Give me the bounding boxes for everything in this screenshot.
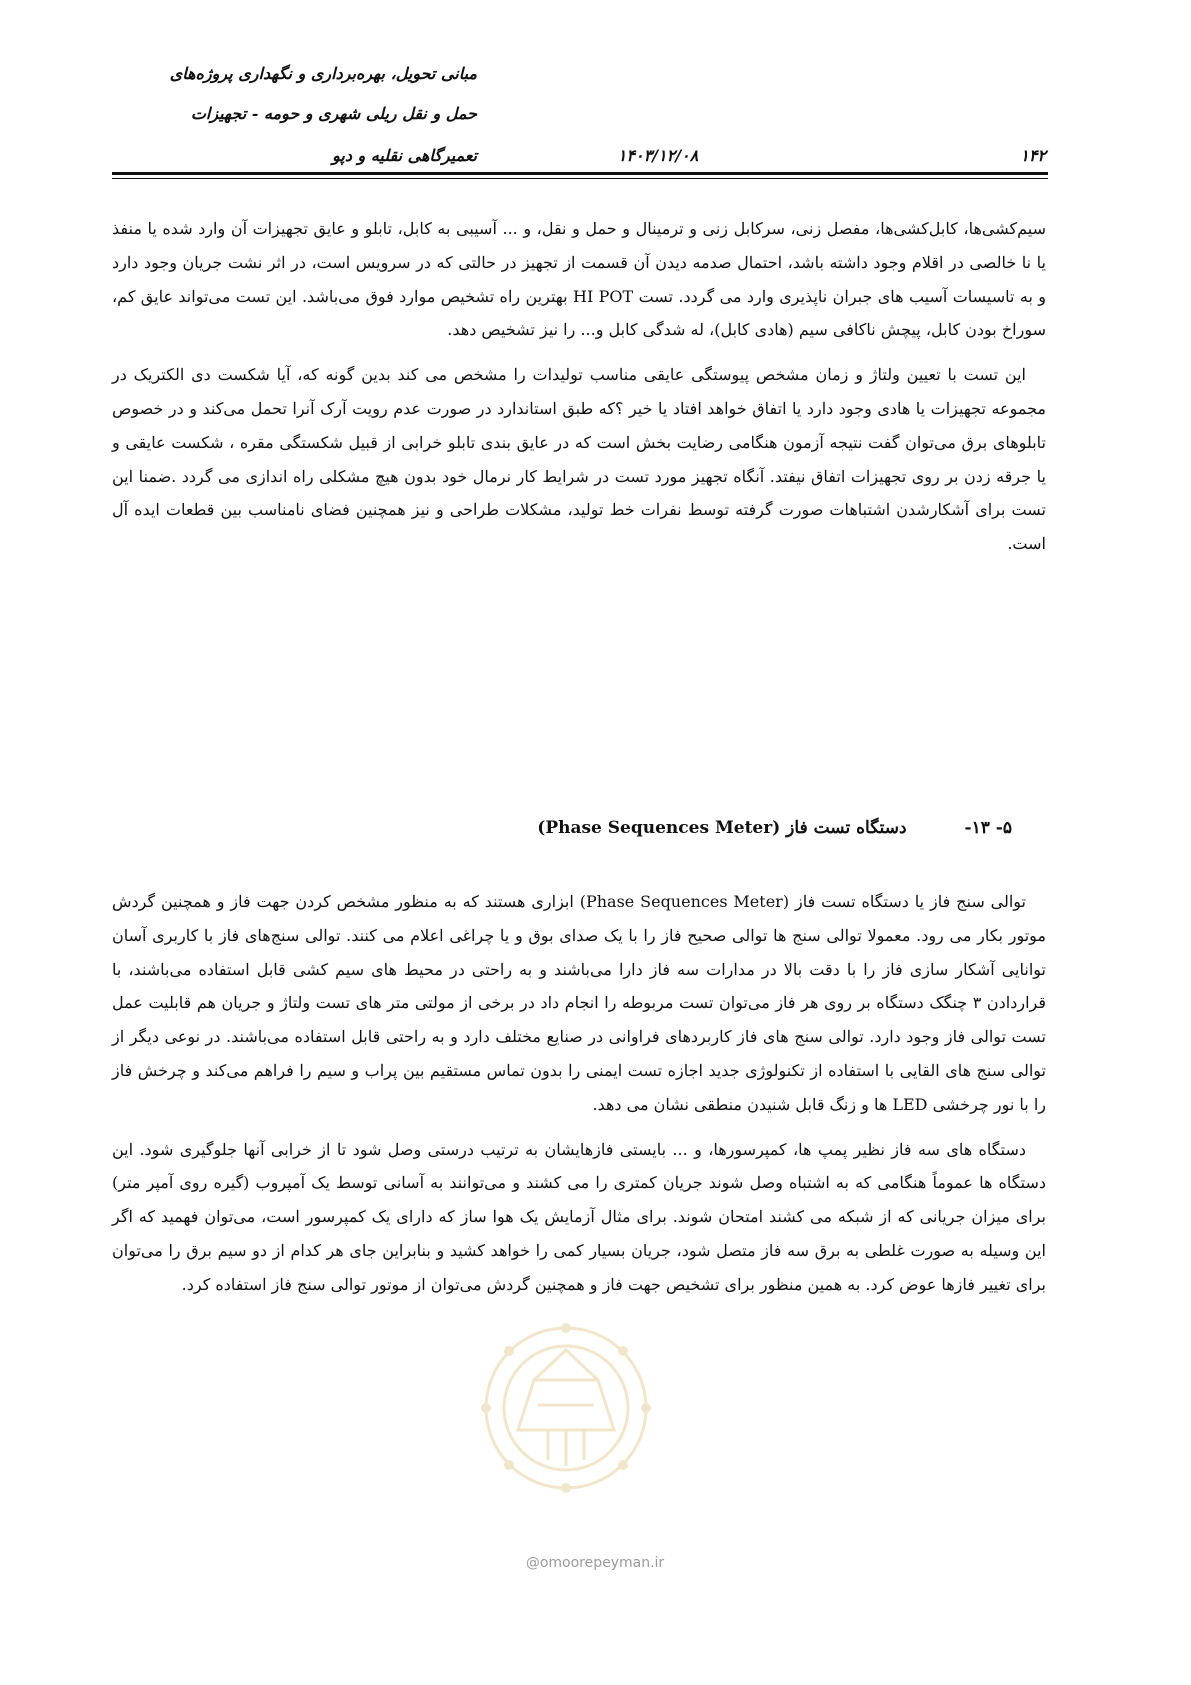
section-1-body [112, 212, 1046, 572]
header-title-line-2: حمل و نقل ریلی شهری و حومه - تجهیزات [190, 104, 477, 123]
header-rule-thick [112, 172, 1048, 175]
paragraph: توالی سنج فاز یا دستگاه تست فاز (Phase Sequences Meter) ابزاری هستند که به منظور مشخص کردن جهت فاز و همچنین گردش موتور بکار می رود. معمولا توالی سنج ها توالی صحیح فاز را با یک صدای بوق و یا چراغی اعلام می کنند. توالی سنج‌های فاز با کاربری آسان توانایی آشکار سازی فاز را با دقت بالا در مدارات سه فاز دارا می‌باشند و به راحتی در محیط های سیم کشی قابل استفاده می‌باشند، با قراردادن ۳ چنگک دستگاه بر روی هر فاز می‌توان تست مربوطه را انجام داد در برخی از مولتی متر های تست ولتاژ و جریان هم قابلیت عمل تست توالی فاز وجود دارد. توالی سنج های فاز کاربردهای فراوانی در صنایع مختلف دارد و به راحتی قابل استفاده می‌باشند. در نوعی دیگر از توالی سنج های القایی با استفاده از تکنولوژی جدید اجازه تست ایمنی را بدون تماس مستقیم بین پراب و سیم را فراهم می‌کند و چرخش فاز را با نور چرخشی LED ها و زنگ قابل شنیدن منطقی نشان می دهد. [112, 892, 1047, 1114]
paragraph: دستگاه های سه فاز نظیر پمپ ها، کمپرسورها، و ... بایستی فازهایشان به ترتیب درستی وصل شود تا از خرابی آنها جلوگیری شود. این دستگاه ها عموماً هنگامی که به اشتباه وصل شوند جریان کمتری را می کشند و می‌توانند به آسانی توسط یک آمپروب (گیره روی آمپر متر) برای میزان جریانی که از شبکه می کشند امتحان شوند. برای مثال آزمایش یک هوا ساز که دارای یک کمپرسور است، می‌توان فهمید که اگر این وسیله به صورت غلطی به برق سه فاز متصل شود، جریان بسیار کمی را خواهد کشید و بنابراین جای هر کدام از دو سیم برق را می‌توان برای تغییر فازها عوض کرد. به همین منظور برای تشخیص جهت فاز و همچنین گردش می‌توان از موتور توالی سنج فاز استفاده کرد. [112, 1139, 1047, 1294]
at-icon: @ [525, 1555, 540, 1571]
header-title-line-3: تعمیرگاهی نقلیه و دپو [332, 146, 477, 165]
section-title: دستگاه تست فاز (Phase Sequences Meter) [537, 818, 907, 838]
paragraph: این تست با تعیین ولتاژ و زمان مشخص پیوستگی عایقی مناسب تولیدات را مشخص می کند بدین گونه که، آیا شکست دی الکتریک در مجموعه تجهیزات یا هادی وجود دارد یا اتفاق خواهد افتاد یا خیر ؟که طبق استاندارد در صورت عدم رویت آرک آنرا تحمل می‌کند و در خصوص تابلوهای برق می‌توان گفت نتیجه آزمون هنگامی رضایت بخش است که در عایق بندی تابلو خرابی از قبیل شکستگی مقره ، شکست عایقی و یا جرقه زدن بر روی تجهیزات اتفاق نیفتد. آنگاه تجهیز مورد تست در شرایط کار نرمال خود بدون هیچ مشکلی راه اندازی می گردد .ضمنا این تست برای آشکارشدن اشتباهات صورت گرفته توسط نفرات خط تولید، مشکلات طراحی و نیز همچنین فضای نامناسب بین قطعات ایده آل است. [112, 365, 1047, 554]
paragraph: سیم‌کشی‌ها، کابل‌کشی‌ها، مفصل زنی، سرکابل زنی و ترمینال و حمل و نقل، و ... آسیبی به کابل، تابلو و عایق تجهیزات آن وارد شده یا منفذ یا نا خالصی در اقلام وجود داشته باشد، احتمال صدمه دیدن آن قسمت از تجهیز در حالتی که در سرویس است، در اثر نشت جریان وجود دارد و به تاسیسات آسیب های جبران ناپذیری وارد می گردد. تست HI POT بهترین راه تشخیص موارد فوق می‌باشد. این تست می‌تواند عایق کم، سوراخ بودن کابل، پیچش ناکافی سیم (هادی کابل)، له شدگی کابل و... را نیز تشخیص دهد. [112, 219, 1047, 340]
header-date: ۱۴۰۳/۱۲/۰۸ [617, 146, 699, 165]
page-number: ۱۴۲ [1020, 146, 1046, 165]
section-heading [112, 818, 1012, 838]
section-2-body [112, 885, 1046, 1313]
section-number: ۵- ۱۳- [964, 818, 1012, 838]
header-title-line-1: مبانی تحویل، بهره‌برداری و نگهداری پروژه‌های [169, 64, 477, 83]
watermark-seal-icon [478, 1320, 654, 1496]
watermark-url-text: omoorepeyman.ir [539, 1555, 665, 1571]
header-rule-thin [112, 178, 1048, 179]
watermark-url [480, 1555, 710, 1571]
